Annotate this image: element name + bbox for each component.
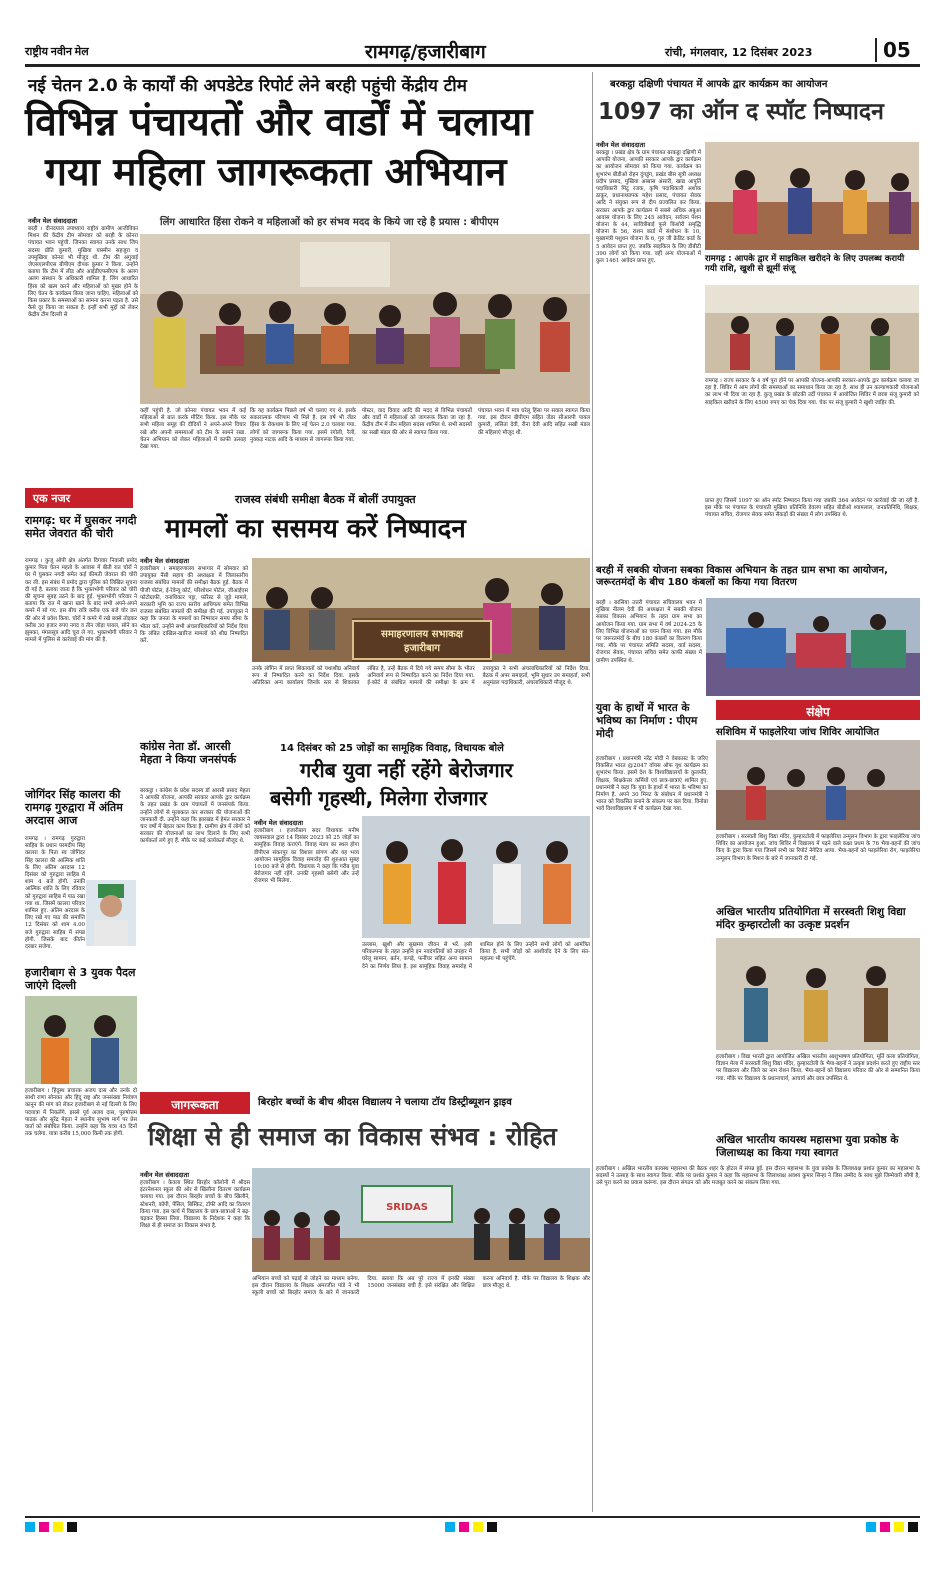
lead-body-col-2: कि यह कार्यक्रम पिछले वर्ष भी चलाए गए थे. इसके सकारात्मक परिणाम भी मिले है. इस वर्ष भी जेंडर हिंसा के रोकथाम के लिए नई चेतन 2.0 चलाया गया. लोगों को जागरूक किया गया. इसमें रंगोली, रैली, नुक्कड़ नाटक आदि के माध्यम से जागरूक किया गया. (250, 408, 356, 443)
barkatha-body-2: प्राप्त हुए जिसमें 1097 का ऑन स्पॉट निष्पादन किया गया जबकी 364 आवेदन पर कार्रवाई की जा रही है. इस मौके पर पंचायत के पंचायती मुखिया प्रतिनिधि डेवलप सहित बीडीओ श्यामलाल, जनप्रतिनिधि, शिक्षक, पंचायत सचिव, रोजगार सेवक समेत सैकड़ों की संख्या में लोग उपस्थित थे. (705, 498, 919, 519)
marriage-credit: नवीन मेल संवाददाता (254, 819, 303, 827)
revenue-sign (352, 620, 492, 660)
ek-nazar-story-2-body: रामगढ़ । रामगढ़ गुरुद्वारा साहिब के प्रधान परमदीप सिंह कालरा के पिता स्व जोगिंदर सिंह कालरा की आत्मिक शांति के लिए अंतिम अरदास 12 दिसंबर को गुरुद्वारा साहिब में शाम 4 बजे होगी. उनकी आत्मिक शांति के लिए रविवार को गुरुद्वारा साहिब में पाठ रखा गया था. जिसमें कालरा परिवार शामिल हुए. अंतिम अरदास के लिए रखे गए पाठ की समाप्ति 12 दिसंबर को शाम 4.00 बजे गुरुद्वारा साहिब में संपन्न होगी. जिसके बाद कीर्तन दरबार सजेगा. (25, 836, 85, 951)
ek-nazar-label: एक नजर (25, 488, 133, 508)
ek-nazar-story-3-body: हजारीबाग । हिंदुस्थ प्रचारक अजय दास और उनके दो साथी राणा सोनकर और हिंदू राष्ट्र और जनसंख्या नियंत्रण कानून की मांग को लेकर हजारीबाग से नई दिल्ली के लिए पदयात्रा में निकलेंगे. इससे पूर्व अजय दास, पुरुषोत्तम पाठक और सुरेंद्र मेहता ने स्थानीय सुभाष मार्ग पर प्रेस वार्ता को संबोधित किया. उन्होंने कहा कि यात्रा 45 दिनों तक चलेगा. यात्रा करीब 15,000 किमी तक होगी. (25, 1088, 137, 1138)
sankshep-story-1-title: सशिविम में फाइलेरिया जांच शिविर आयोजित (716, 727, 880, 738)
revenue-body: हजारीबाग । समाहरणालय सभागार में सोमवार को उपायुक्त नैंसी सहाय की अध्यक्षता में जिलास्तरीय राजस्व संबंधित मामलों की समीक्षा बैठक हुई. बैठक में पीजी पोर्टल, ई-रेवेन्यू कोर्ट, परिशोधन पोर्टल, जीआईएस फोटोग्राफी, वनाधिकार पट्टा, फॉरेस्ट से जुड़े मामले, सरकारी भूमि का राज्य स्तरीय आधिपत्य समेत विभिन्न राजस्व संबंधित मामलों की समीक्षा की गई. उपायुक्त ने कहा कि जनता के मामलों का निष्पादन समय सीमा के भीतर करें. उन्होंने सभी अंचलाधिकारियों को निर्देश दिया कि लंबित दाखिल-खारिज मामलों को शीघ्र निष्पादित करें. (140, 566, 248, 645)
bottom-banner-text: SRIDAS (386, 1202, 428, 1213)
congress-body: बरकट्ठा । कांग्रेस के प्रदेश सदस्य डॉ आरसी प्रसाद मेहता ने आपकी योजना, आपकी सरकार आपके द्वार कार्यक्रम के तहत प्रखंड के ग्राम पंचायतों में जनसंपर्क किया. उन्होंने लोगों से मुलाकात कर सरकार की योजनाओं की जानकारी दी. उन्होंने कहा कि झारखंड में हेमंत सरकार ने चार वर्षों में बेहतर काम किया है. ग्रामीण क्षेत्र में लोगों को सरकार की योजनाओं का लाभ दिलाने के लिए सभी कार्यकर्ता लगे हुए हैं. मौके पर कई कार्यकर्ता मौजूद थे. (140, 788, 250, 845)
lead-body-col-3: पोस्टर, वाद विवाद आदि की मदद से विभिन्न पंचायतों और वार्डों में महिलाओं को जागरूक किया जा रहा है. केंद्रीय टीम में तीन महिला सदस्य शामिल थे. सभी सदस्यों का सखी मंडल की ओर से स्वागत किया गया. (362, 408, 472, 436)
footer-rule (25, 1516, 920, 1518)
sankshep-story-2-photo (716, 938, 920, 1050)
sankshep-story-2-body: हजारीबाग । विद्या भारती द्वारा आयोजित अखिल भारतीय आशुभाषण प्रतियोगिता, मूर्ति कला प्रतियोगिता, विज्ञान मेला में सरस्वती शिशु विद्या मंदिर, कुम्हारटोली के भैया-बहनों ने उत्कृष्ट प्रदर्शन करते हुए राष्ट्रीय स्तर पर विद्यालय और जिले का नाम रोशन किया. भैया-बहनों को विद्यालय परिवार की ओर से सम्मानित किया गया. मौके पर विद्यालय के प्रधानाचार्य, आचार्य और छात्र उपस्थित थे. (716, 1054, 920, 1082)
lead-body-left: बरही । दीनदयाल उपाध्याय राष्ट्रीय ग्रामीण आजीविका मिशन की केंद्रीय टीम सोमवार को बरही के कोनरा पंचायत भवन पहुंची. जिनका स्वागत उनके साथ जिप सदस्य प्रीति कुमारी, मुखिया यास्मीन सहजुरा व उपमुखिया कोनरा भी मौजूद थी. टीम की अगुवाई जेएसएलपीएस बीपीएम दीपक कुमार ने किया. उन्होंने बताया कि टीम में लीड और आईडीएफसीएफ के अलग अलग संस्थान के अधिकारी शामिल है. लिंग आधारित हिंसा को खत्म करने और महिलाओं को मुखर होने के लिए चेतन के कार्यक्रम किया जाना चाहिए. महिलाओं को किस प्रकार के समस्याओं का सामना करना पड़ता है. उसे कैसे दूर किया जा सकता है. इन्हीं सभी मुद्दों को लेकर केंद्रीय टीम दिल्ली से (28, 226, 138, 319)
dateline: रांची, मंगलवार, 12 दिसंबर 2023 (665, 46, 813, 59)
lead-credit: नवीन मेल संवाददाता (28, 217, 77, 225)
gram-title: बरही में सबकी योजना सबका विकास अभियान के तहत ग्राम सभा का आयोजन, जरूरतमंदों के बीच 180 कंबलों का किया गया वितरण (596, 565, 888, 588)
lead-kicker: नई चेतन 2.0 के कार्यों की अपडेटेड रिपोर्ट लेने बरही पहुंची केंद्रीय टीम (28, 76, 467, 96)
sign-line-2: हजारीबाग (404, 643, 440, 654)
section-title: रामगढ़/हजारीबाग (365, 41, 486, 63)
barkatha-kicker: बरकट्ठा दक्षिणी पंचायत में आपके द्वार कार्यक्रम का आयोजन (610, 79, 828, 90)
barkatha-photo-2-body: रामगढ़ । राज्य सरकार के 4 वर्ष पूरा होने पर आपकी योजना-आपकी सरकार-आपके द्वार कार्यक्रम चलाया जा रहा है. शिविर में आम लोगों की समस्याओं का समाधान किया जा रहा है. साथ ही उन कल्याणकारी योजनाओं का लाभ भी दिया जा रहा है. कुजू प्रखंड के छोटकी उर्दी पंचायत में आयोजित शिविर में छात्रा संजू कुमारी को साइकिल खरीदने के लिए 4500 रुपए का चेक दिया गया. चेक पर संजू कुमारी ने खुशी जाहिर की. (705, 378, 919, 406)
bottom-headline: शिक्षा से ही समाज का विकास संभव : रोहित (148, 1122, 557, 1151)
revenue-headline: मामलों का ससमय करें निष्पादन (165, 514, 466, 544)
youth-body: हजारीबाग । प्रधानमंत्री नरेंद्र मोदी ने वेबकास्ट के जरिए विकसित भारत @2047 वॉयस ऑफ यूथ कार्यक्रम का शुभारंभ किया. इसमें देश के विश्वविद्यालयों के कुलपति, शिक्षक, शिक्षकेत्तर कर्मियों एवं छात्र-छात्राएं शामिल हुए. प्रधानमंत्री ने कहा कि युवा के हाथों में भारत के भविष्य का निर्माण है. अपने 30 मिनट के संबोधन में प्रधानमंत्री ने भारत को विकसित बनाने के संकल्प पर बल दिया. विनोबा भावे विश्वविद्यालय में भी कार्यक्रम देखा गया. (596, 756, 708, 813)
marriage-body-2: उल्लास, खुशी और सुखमय जीवन से भरें. इसी परिकल्पना के तहत उन्होंने इन नवदंपतियों को उपहार में घरेलू सामान, बर्तन, कपड़े, फर्नीचर सहित अन्य सामान देने का निर्णय लिया है. इस सामूहिक विवाह समारोह में शामिल होने के लिए उन्होंने सभी लोगों को आमंत्रित किया है. सभी जोड़ों को आशीर्वाद देने के लिए संत-महात्मा भी पहुंचेंगे. (362, 942, 590, 970)
sankshep-story-3-body: हजारीबाग । अखिल भारतीय कायस्थ महासभा की बैठक शहर के होटल में संपन्न हुई. इस दौरान महासभा के युवा प्रकोष्ठ के जिलाध्यक्ष प्रशांत कुमार का महासभा के सदस्यों ने उत्साह के साथ स्वागत किया. मौके पर प्रशांत कुमार ने कहा कि महासभा के जिलाध्यक्ष अवश्य कुमार सिन्हा ने जिस उम्मीद के साथ मुझे जिम्मेवारी सौंपी है, उसे पूरा करने का प्रयास करूंगा. इस दौरान संगठन को और मजबूत करने का संकल्प लिया गया. (596, 1166, 920, 1187)
barkatha-headline: 1097 का ऑन द स्पॉट निष्पादन (598, 99, 884, 125)
gram-photo (706, 598, 920, 696)
revenue-photo (252, 558, 590, 662)
sankshep-story-3-title: अखिल भारतीय कायस्थ महासभा युवा प्रकोष्ठ के जिलाध्यक्ष का किया गया स्वागत (716, 1134, 899, 1159)
ek-nazar-portrait (86, 880, 136, 946)
footer-color-bar (25, 1522, 920, 1532)
page-number: 05 (875, 38, 911, 62)
bottom-body: हजारीबाग । केवला स्थित बिरहोर कॉलोनी में श्रीदस इंटरनेशनल स्कूल की ओर से खिलौना वितरण कार्यक्रम चलाया गया. इस दौरान बिरहोर बच्चों के बीच खिलौने, स्टेशनरी, कॉपी, पेंसिल, बिस्किट, टॉफी आदि का वितरण किया गया. इस कार्य में विद्यालय के छात्र-छात्राओं ने बढ़-चढ़कर हिस्सा लिया. विद्यालय के निदेशक ने कहा कि शिक्षा से ही समाज का विकास संभव है. (140, 1180, 250, 1230)
marriage-photo (362, 816, 590, 938)
youth-title: युवा के हाथों में भारत के भविष्य का निर्माण : पीएम मोदी (596, 702, 698, 740)
bottom-credit: नवीन मेल संवाददाता (140, 1171, 189, 1179)
barkatha-credit: नवीन मेल संवाददाता (596, 141, 645, 149)
barkatha-photo-2 (705, 285, 919, 373)
marriage-body: हजारीबाग । हजारीबाग सदर विधायक मनीष जायसवाल द्वारा 14 दिसंबर 2023 को 25 जोड़ों का सामूहिक विवाह कराएंगे. विवाह मंडप का स्थल होगा डीपीएस संकरपुर का विशाल प्रांगण और यह भव्य आयोजन सामूहिक विवाह समारोह की शुरुआत सुबह 10:00 बजे से होगी. विधायक ने कहा कि गरीब युवा बेरोजगार नहीं रहेंगे. उनकी गृहस्थी बसेगी और उन्हें रोजगार भी मिलेगा. (254, 828, 359, 885)
sankshep-story-1-photo (716, 740, 920, 830)
revenue-credit: नवीन मेल संवाददाता (140, 557, 189, 565)
barkatha-photo-1 (705, 142, 919, 250)
sankshep-story-1-body: हजारीबाग । सरस्वती शिशु विद्या मंदिर, कुम्हारटोली में फाइलेरिया उन्मूलन विभाग के द्वारा फाइलेरिया जांच शिविर का आयोजन हुआ. जांच शिविर में विद्यालय में पढ़ने वाले कक्षा प्रथम के 76 भैया-बहनों की जांच किए के द्वारा किया गया जिसमें सभी का रिपोर्ट नेगेटिव आया. भैया-बहनों को फाइलेरिया रोग, फाइलेरिया उन्मूलन विभाग के मिशन के बारे में जानकारी दी गई. (716, 834, 920, 862)
ek-nazar-story-2-title: जोगिंदर सिंह कालरा की रामगढ़ गुरुद्वारा में अंतिम अरदास आज (25, 788, 123, 827)
ek-nazar-story-3-photo (25, 996, 137, 1084)
lead-subdeck: लिंग आधारित हिंसा रोकने व महिलाओं को हर संभव मदद के किये जा रहे है प्रयास : बीपीएम (160, 217, 499, 228)
ek-nazar-story-3-title: हजारीबाग से 3 युवक पैदल जाएंगे दिल्ली (25, 966, 136, 992)
lead-headline-1: विभिन्न पंचायतों और वार्डों में चलाया (25, 100, 533, 145)
ek-nazar-story-2-body-cont (25, 946, 137, 962)
bottom-kicker: बिरहोर बच्चों के बीच श्रीदस विद्यालय ने चलाया टॉय डिस्ट्रीब्यूशन ड्राइव (258, 1097, 512, 1108)
bottom-body-2: अभियान बच्चों को पढ़ाई से जोड़ने का माध्यम बनेगा. इस दौरान विद्यालय के शिक्षक अमरजीत पांडे ने भी स्कूली बच्चों को बिरहोर समाज के बारे में जानकारी दिया. बताया कि अब पूरे राज्य में इनकी संख्या 15000 जनसंख्या बची है. इसे संरक्षित और शिक्षित करना अनिवार्य है. मौके पर विद्यालय के शिक्षक और छात्र मौजूद थे. (252, 1276, 590, 1297)
sign-line-1: समाहरणालय सभाकक्ष (381, 629, 463, 640)
lead-photo-meeting (140, 234, 590, 404)
page-header (25, 36, 920, 66)
lead-body-col-4: पंचायत भवन में मात्र घरेलू हिंसा पर सवाल स्वागत किया गया. इस दौरान बीपीएम सहित जेंडर सीआरपी पायल कुमारी, ललिता देवी, रीना देवी आदि सहित सखी मंडल की महिलाएं मौजूद थी. (478, 408, 590, 436)
lead-body-col-1: कहीं पहुंची है. जो कोनरा पंचायत भवन में कई महिलाओं से बात करके मीटिंग किया. इस मौके पर सभी महिला समूह की दीदियों ने अपने-अपने विचार रखे और अपनी समस्याओं को टीम के सामने रखा. चेतन अभियान को लेकर महिलाओं में काफी उत्साह देखा गया. (140, 408, 246, 451)
gram-body: बरही । बरसिया उत्तरी पंचायत सचिवालय भवन में मुखिया नीलम देवी की अध्यक्षता में सबकी योजना सबका विकास अभियान के तहत ग्राम सभा का आयोजन किया गया. ग्राम सभा में वर्ष 2024-25 के लिए विभिन्न योजनाओं का चयन किया गया. इस मौके पर जरूरतमंदों के बीच 180 कंबलों का वितरण किया गया. मौके पर पंचायत समिति सदस्य, वार्ड सदस्य, रोजगार सेवक, पंचायत सचिव समेत काफी संख्या में ग्रामीण उपस्थित थे. (596, 600, 702, 664)
ek-nazar-story-1-title: रामगढ़: घर में घुसकर नगदी समेत जेवरात की चोरी (25, 514, 137, 540)
column-divider-right (592, 72, 593, 1512)
revenue-kicker: राजस्व संबंधी समीक्षा बैठक में बोलीं उपायुक्त (235, 493, 416, 506)
barkatha-body: बरकट्ठा । प्रखंड क्षेत्र के ग्राम पंचायत बरकट्ठा दक्षिणी में आपकी योजना, आपकी सरकार आपके द्वार कार्यक्रम का आयोजन सोमवार को किया गया. कार्यक्रम का शुभारंभ बीडीओ रोहन दुंगडुंग, प्रखंड बीस सूत्री अध्यक्ष प्रदीप प्रसाद, मुखिया अब्बास अंसारी, खाद्य आपूर्ति पदाधिकारी मिंटू रजक, कृषि पदाधिकारी अशोक ठाकुर, प्रधानाध्यापक महेश प्रसाद, पंचायत सेवक आदि ने संयुक्त रूप से दीप प्रज्वलित कर किया. सरकार आपके द्वार कार्यक्रम में सबसे अधिक अबुआ आवास योजना के लिए 245 आवेदन, सर्वजन पेंशन योजना के 44, सावित्रीबाई फुले किशोरी समृद्धि योजना के 56, राशन कार्ड में संशोधन के 10, मुख्यमंत्री पशुधन योजना के 6, गुरु जी क्रेडिट कार्ड के 5 आवेदन प्राप्त हुए. जबकि साइकिल के लिए डीबीटी 390 लोगों को किया गया. वहीं अन्य योजनाओं में कुल 1461 आवेदन प्राप्त हुए. (596, 150, 701, 265)
header-rule (25, 64, 920, 67)
marriage-headline-2: बसेगी गृहस्थी, मिलेगा रोजगार (270, 786, 488, 810)
bottom-tag: जागरूकता (140, 1092, 250, 1114)
revenue-body-2: उनके लॉगिन में प्राप्त शिकायतों को यथाशीघ्र अनिवार्य रूप से निष्पादित करने का निर्देश दिया. इसके अतिरिक्त अन्य कार्यालय जिनके स्तर से शिकायत लंबित है, उन्हें बैठक में दिये गये समय सीमा के भीतर अनिवार्य रूप से निष्पादित करने का निर्देश दिया गया. ई-कोर्ट से संबंधित मामलों की समीक्षा के क्रम में उपायुक्त ने सभी अंचलाधिकारियों को निर्देश दिया. बैठक में अपर समाहर्ता, भूमि सुधार उप समाहर्ता, सभी अनुमंडल पदाधिकारी, अंचलाधिकारी मौजूद थे. (252, 666, 590, 687)
masthead-logo: राष्ट्रीय नवीन मेल (25, 46, 89, 58)
congress-title: कांग्रेस नेता डॉ. आरसी मेहता ने किया जनसंपर्क (140, 740, 237, 766)
barkatha-photo-1-caption: रामगढ़ : आपके द्वार में साइकिल खरीदने के लिए उपलब्ध करायी गयी राशि, खुशी से झूमीं संजू (705, 254, 905, 274)
ek-nazar-story-1-body: रामगढ़ । कुजू ओपी क्षेत्र अंतर्गत दिगवार निवासी प्रमोद कुमार पिता चेतन महतो के आवास में बीती रात चोरों ने घर में घुसकर नगदी समेत कई कीमती जेवरात की चोरी कर ली. इस संबंध में प्रमोद द्वारा पुलिस को लिखित सूचना दी गई है. बताया जाता है कि भुक्तभोगी परिवार को चोरी की सूचना सुबह उठने के बाद हुई. भुक्तभोगी परिवार ने बताया कि रात में खाना खाने के बाद सभी अपने-अपने कमरे में सो गए. इस बीच रात्रि करीब एक बजे चोर छत की ओर से प्रवेश किया. चोरों ने कमरे में रखे बक्से तोड़कर करीब 30 हजार रुपए नगद व तीन जोड़ा पायल, सोने का झुमका, मंगलसूत्र आदि चुरा ले गए. भुक्तभोगी परिवार ने मामले में पुलिस से कार्रवाई की मांग की है. (25, 558, 137, 644)
lead-headline-2: गया महिला जागरूकता अभियान (45, 150, 507, 195)
sankshep-story-2-title: अखिल भारतीय प्रतियोगिता में सरस्वती शिशु विद्या मंदिर कुम्हारटोली का उत्कृष्ट प्रदर्शन (716, 906, 906, 931)
marriage-kicker: 14 दिसंबर को 25 जोड़ों का सामूहिक विवाह, विधायक बोले (280, 743, 504, 754)
sankshep-label: संक्षेप (716, 700, 920, 720)
bottom-photo (252, 1168, 590, 1272)
marriage-headline-1: गरीब युवा नहीं रहेंगे बेरोजगार (300, 758, 513, 782)
